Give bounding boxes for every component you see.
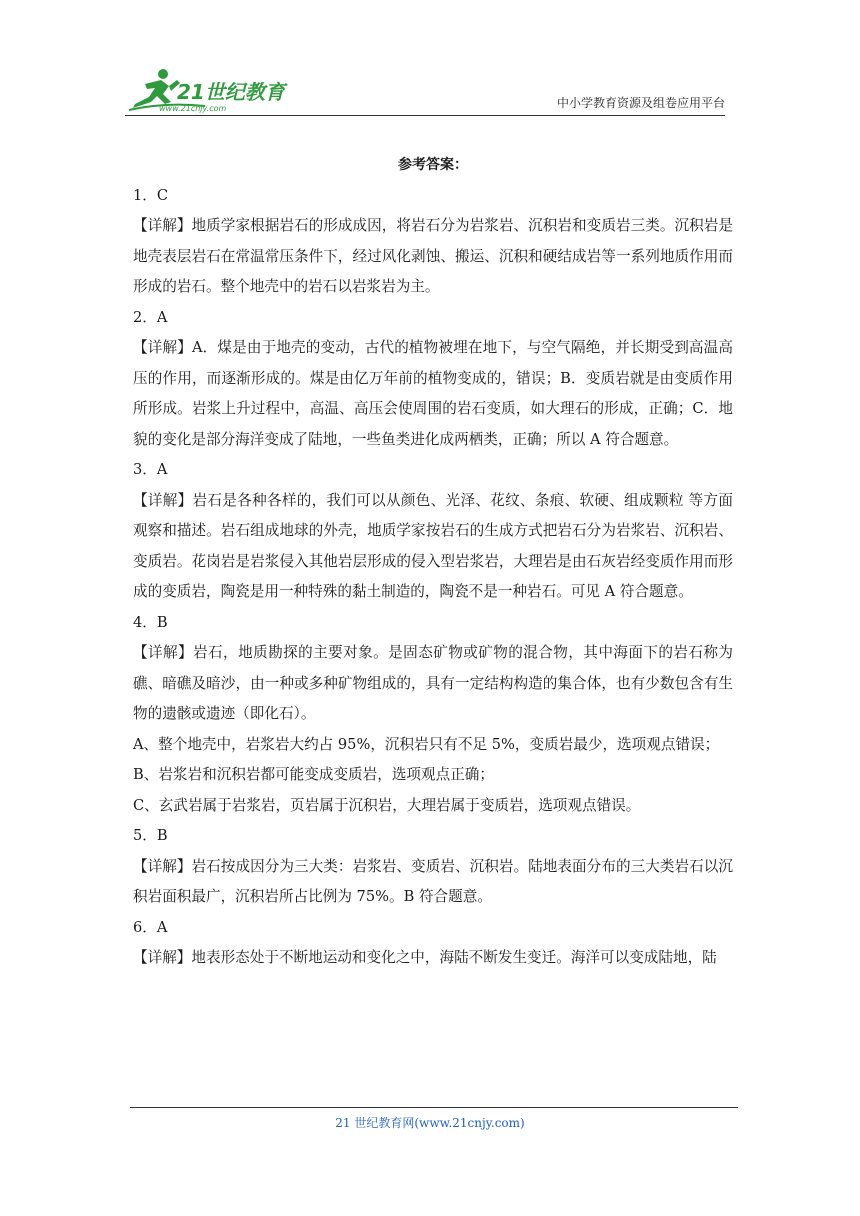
footer-link[interactable]: 21 世纪教育网(www.21cnjy.com) (335, 1116, 525, 1130)
answer-detail: 【详解】A．煤是由于地壳的变动，古代的植物被埋在地下，与空气隔绝，并长期受到高温高压的作用，而逐渐形成的。煤是由亿万年前的植物变成的，错误；B．变质岩就是由变质作用所形成。岩浆上升过程中，高温、高压会使周围的岩石变质，如大理石的形成，正确；C．地貌的变化是部分海洋变成了陆地，一些鱼类进化成两栖类，正确；所以 A 符合题意。 (133, 339, 733, 448)
answer-detail: 【详解】岩石按成因分为三大类：岩浆岩、变质岩、沉积岩。陆地表面分布的三大类岩石以沉积岩面积最广，沉积岩所占比例为 75%。B 符合题意。 (133, 857, 733, 905)
answer-detail: 【详解】岩石是各种各样的，我们可以从颜色、光泽、花纹、条痕、软硬、组成颗粒 等方面观察和描述。岩石组成地球的外壳，地质学家按岩石的生成方式把岩石分为岩浆岩、沉积岩、变质岩。花岗岩是岩浆侵入其他岩层形成的侵入型岩浆岩，大理岩是由石灰岩经变质作用而形成的变质岩，陶瓷是用一种特殊的黏土制造的，陶瓷不是一种岩石。可见 A 符合题意。 (133, 491, 733, 600)
platform-name: 中小学教育资源及组卷应用平台 (556, 96, 725, 110)
page-header (125, 62, 725, 118)
answer-detail: 【详解】地质学家根据岩石的形成成因，将岩石分为岩浆岩、沉积岩和变质岩三类。沉积岩是地壳表层岩石在常温常压条件下，经过风化剥蚀、搬运、沉积和硬结成岩等一系列地质作用而形成的岩石。整个地壳中的岩石以岩浆岩为主。 (133, 217, 733, 295)
option-analysis: A、整个地壳中，岩浆岩大约占 95%，沉积岩只有不足 5%，变质岩最少，选项观点错误； (133, 735, 720, 753)
option-analysis: B、岩浆岩和沉积岩都可能变成变质岩，选项观点正确； (133, 766, 494, 783)
answer-number: 1．C (133, 186, 169, 204)
runner-logo-icon (125, 66, 295, 114)
logo-url: www.21cnjy.com (159, 104, 227, 113)
answer-item (133, 303, 733, 456)
answer-number: 6．A (133, 918, 168, 936)
answer-content (133, 150, 733, 974)
answer-item (133, 913, 733, 974)
answer-number: 5．B (133, 827, 168, 844)
footer-divider (130, 1107, 738, 1108)
option-analysis: C、玄武岩属于岩浆岩，页岩属于沉积岩，大理岩属于变质岩，选项观点错误。 (133, 796, 641, 814)
header-divider (125, 115, 725, 116)
answer-detail: 【详解】岩石，地质勘探的主要对象。是固态矿物或矿物的混合物，其中海面下的岩石称为礁、暗礁及暗沙，由一种或多种矿物组成的，具有一定结构构造的集合体，也有少数包含有生物的遗骸或遗迹（即化石）。 (133, 644, 733, 722)
answer-item (133, 821, 733, 913)
answer-item (133, 455, 733, 608)
page-title: 参考答案： (398, 157, 468, 173)
answer-detail: 【详解】地表形态处于不断地运动和变化之中，海陆不断发生变迁。海洋可以变成陆地，陆 (133, 949, 717, 966)
answer-number: 2．A (133, 308, 168, 326)
logo (125, 66, 295, 114)
answer-item (133, 181, 733, 303)
answer-number: 3．A (133, 461, 168, 478)
answer-item (133, 608, 733, 822)
answer-number: 4．B (133, 613, 168, 631)
logo-text: 21世纪教育 (177, 80, 285, 104)
